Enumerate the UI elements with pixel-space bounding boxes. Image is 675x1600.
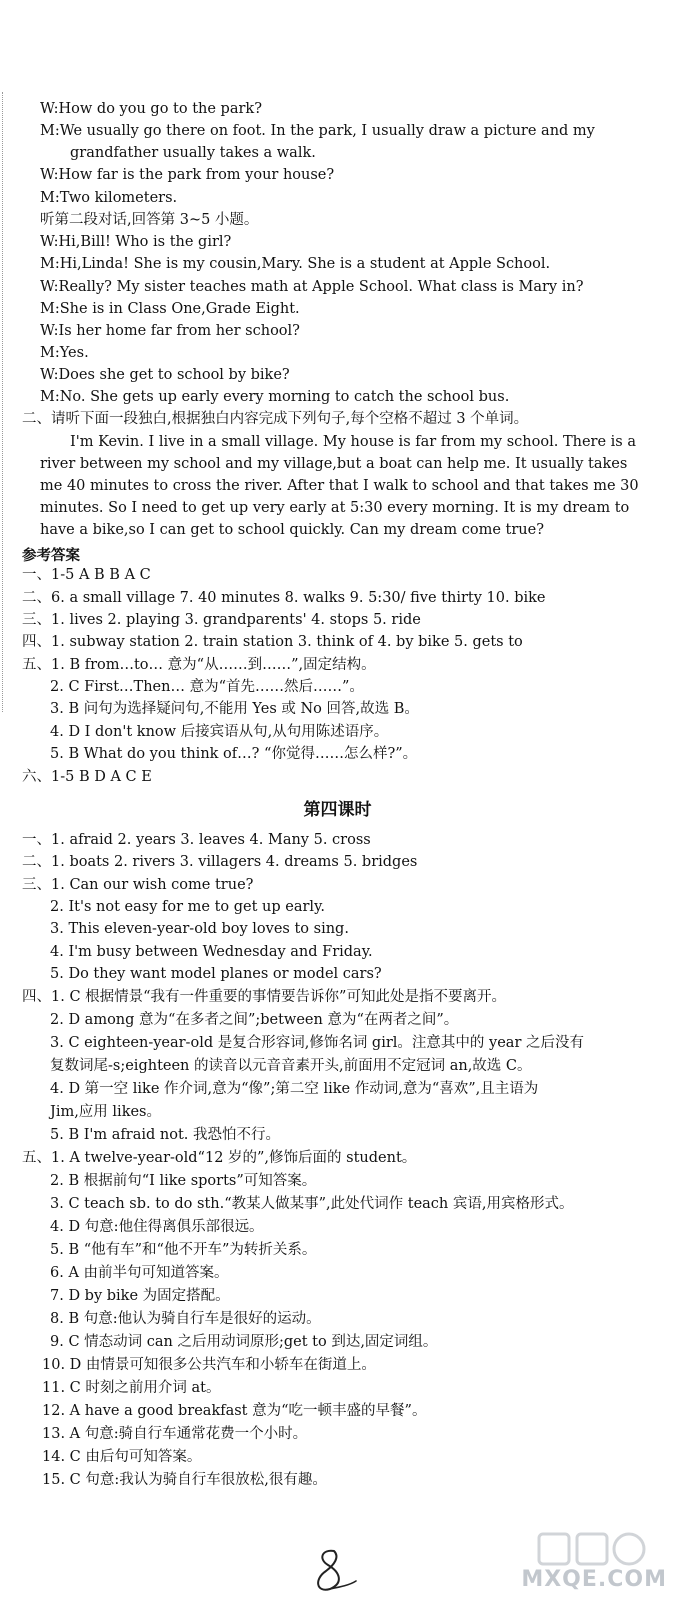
answer-line: 5. B What do you think of…? “你觉得……怎么样?”。 bbox=[50, 746, 418, 762]
lesson-line: Jim,应用 likes。 bbox=[50, 1104, 162, 1120]
lesson-line: 2. D among 意为“在多者之间”;between 意为“在两者之间”。 bbox=[50, 1012, 459, 1028]
lesson-line: 8. B 句意:他认为骑自行车是很好的运动。 bbox=[50, 1311, 321, 1327]
answer-line: 一、1-5 A B B A C bbox=[22, 567, 151, 583]
lesson-line: 2. It's not easy for me to get up early. bbox=[50, 899, 325, 915]
transcript-line: W:How do you go to the park? bbox=[40, 101, 262, 117]
transcript-line: W:Really? My sister teaches math at Apple School. What class is Mary in? bbox=[40, 279, 584, 295]
lesson-line: 5. B I'm afraid not. 我恐怕不行。 bbox=[50, 1127, 281, 1143]
handwritten-page-number bbox=[300, 1545, 360, 1595]
lesson-line: 9. C 情态动词 can 之后用动词原形;get to 到达,固定词组。 bbox=[50, 1334, 438, 1350]
transcript-line: 听第二段对话,回答第 3~5 小题。 bbox=[40, 212, 259, 228]
lesson-line: 14. C 由后句可知答案。 bbox=[42, 1449, 202, 1465]
monologue-line: me 40 minutes to cross the river. After that I walk to school and that takes me 30 bbox=[40, 478, 639, 494]
answer-line: 2. C First…Then… 意为“首先……然后……”。 bbox=[50, 679, 364, 695]
transcript-line: M:She is in Class One,Grade Eight. bbox=[40, 301, 300, 317]
lesson-line: 三、1. Can our wish come true? bbox=[22, 877, 254, 893]
lesson-line: 2. B 根据前句“I like sports”可知答案。 bbox=[50, 1173, 317, 1189]
lesson-line: 3. C eighteen-year-old 是复合形容词,修饰名词 girl。注意其中的 year 之后没有 bbox=[50, 1035, 584, 1051]
lesson-line: 3. C teach sb. to do sth.“教某人做某事”,此处代词作 teach 宾语,用宾格形式。 bbox=[50, 1196, 574, 1212]
lesson-line: 四、1. C 根据情景“我有一件重要的事情要告诉你”可知此处是指不要离开。 bbox=[22, 989, 506, 1005]
lesson-line: 一、1. afraid 2. years 3. leaves 4. Many 5. cross bbox=[22, 832, 371, 848]
monologue-line: have a bike,so I can get to school quickly. Can my dream come true? bbox=[40, 522, 544, 538]
binding-margin-dots bbox=[2, 92, 3, 712]
watermark-text: MXQE.COM bbox=[521, 1567, 667, 1592]
transcript-line: W:Does she get to school by bike? bbox=[40, 367, 290, 383]
lesson-line: 五、1. A twelve-year-old“12 岁的”,修饰后面的 student。 bbox=[22, 1150, 417, 1166]
transcript-line: W:Hi,Bill! Who is the girl? bbox=[40, 234, 232, 250]
transcript-line: M:Two kilometers. bbox=[40, 190, 178, 206]
transcript-line: M:No. She gets up early every morning to catch the school bus. bbox=[40, 389, 510, 405]
transcript-line: M:Hi,Linda! She is my cousin,Mary. She is a student at Apple School. bbox=[40, 256, 551, 272]
lesson-line: 3. This eleven-year-old boy loves to sing. bbox=[50, 921, 349, 937]
lesson-line: 4. D 第一空 like 作介词,意为“像”;第二空 like 作动词,意为“喜欢”,且主语为 bbox=[50, 1081, 539, 1097]
lesson-title: 第四课时 bbox=[303, 800, 372, 820]
transcript-line: W:How far is the park from your house? bbox=[40, 167, 335, 183]
answer-line: 六、1-5 B D A C E bbox=[22, 769, 152, 785]
answers-heading: 参考答案 bbox=[22, 548, 80, 564]
transcript-line: M:We usually go there on foot. In the park, I usually draw a picture and my bbox=[40, 123, 595, 139]
lesson-line: 复数词尾-s;eighteen 的读音以元音音素开头,前面用不定冠词 an,故选 C。 bbox=[50, 1058, 532, 1074]
answer-line: 4. D I don't know 后接宾语从句,从句用陈述语序。 bbox=[50, 724, 389, 740]
answer-line: 四、1. subway station 2. train station 3. think of 4. by bike 5. gets to bbox=[22, 634, 523, 650]
lesson-line: 13. A 句意:骑自行车通常花费一个小时。 bbox=[42, 1426, 308, 1442]
lesson-line: 10. D 由情景可知很多公共汽车和小轿车在街道上。 bbox=[42, 1357, 376, 1373]
lesson-line: 7. D by bike 为固定搭配。 bbox=[50, 1288, 230, 1304]
answer-line: 3. B 问句为选择疑问句,不能用 Yes 或 No 回答,故选 B。 bbox=[50, 701, 419, 717]
lesson-line: 6. A 由前半句可知道答案。 bbox=[50, 1265, 229, 1281]
monologue-line: river between my school and my village,but a boat can help me. It usually takes bbox=[40, 456, 628, 472]
transcript-line: grandfather usually takes a walk. bbox=[70, 145, 316, 161]
lesson-line: 二、1. boats 2. rivers 3. villagers 4. dreams 5. bridges bbox=[22, 854, 418, 870]
lesson-line: 4. D 句意:他住得离俱乐部很远。 bbox=[50, 1219, 264, 1235]
lesson-line: 12. A have a good breakfast 意为“吃一顿丰盛的早餐”。 bbox=[42, 1403, 427, 1419]
lesson-line: 15. C 句意:我认为骑自行车很放松,很有趣。 bbox=[42, 1472, 327, 1488]
lesson-line: 11. C 时刻之前用介词 at。 bbox=[42, 1380, 221, 1396]
monologue-instruction: 二、请听下面一段独白,根据独白内容完成下列句子,每个空格不超过 3 个单词。 bbox=[22, 411, 529, 427]
lesson-line: 4. I'm busy between Wednesday and Friday. bbox=[50, 944, 373, 960]
transcript-line: M:Yes. bbox=[40, 345, 89, 361]
answer-line: 二、6. a small village 7. 40 minutes 8. walks 9. 5:30/ five thirty 10. bike bbox=[22, 590, 546, 606]
answer-line: 三、1. lives 2. playing 3. grandparents' 4. stops 5. ride bbox=[22, 612, 421, 628]
monologue-line: minutes. So I need to get up very early at 5:30 every morning. It is my dream to bbox=[40, 500, 630, 516]
transcript-line: W:Is her home far from her school? bbox=[40, 323, 300, 339]
lesson-line: 5. B “他有车”和“他不开车”为转折关系。 bbox=[50, 1242, 317, 1258]
monologue-line: I'm Kevin. I live in a small village. My house is far from my school. There is a bbox=[70, 434, 636, 450]
answer-line: 五、1. B from…to… 意为“从……到……”,固定结构。 bbox=[22, 657, 376, 673]
lesson-line: 5. Do they want model planes or model cars? bbox=[50, 966, 382, 982]
